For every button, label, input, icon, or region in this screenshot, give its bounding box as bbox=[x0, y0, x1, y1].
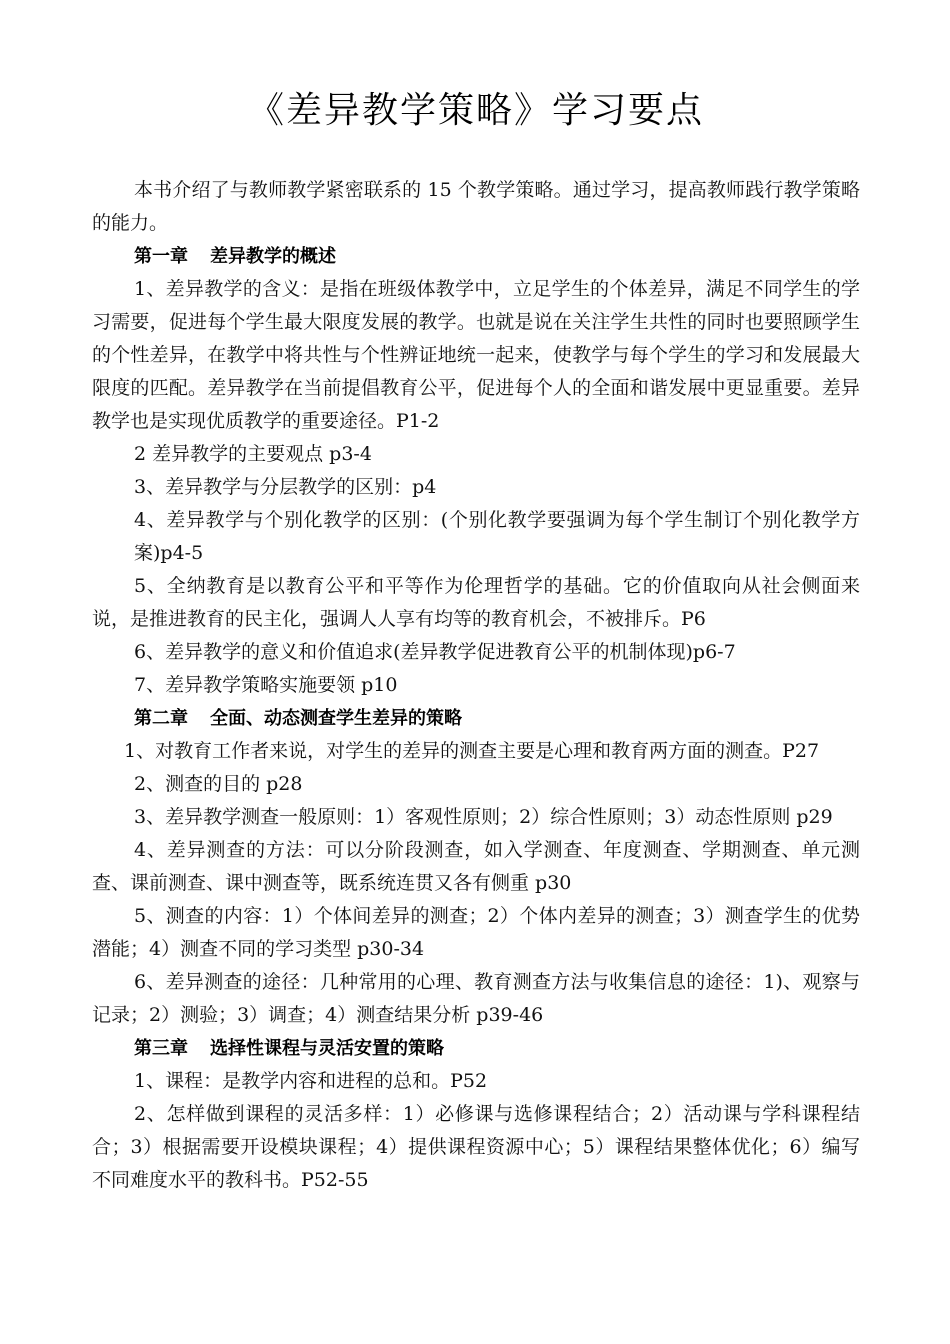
chapter-2-item: 4、差异测查的方法：可以分阶段测查，如入学测查、年度测查、学期测查、单元测查、课前测查、课中测查等，既系统连贯又各有侧重 p30 bbox=[92, 839, 860, 894]
chapter-1-item: 7、差异教学策略实施要领 p10 bbox=[134, 674, 398, 696]
chapter-2-item: 3、差异教学测查一般原则：1）客观性原则；2）综合性原则；3）动态性原则 p29 bbox=[134, 806, 833, 828]
chapter-1-item: 3、差异教学与分层教学的区别：p4 bbox=[134, 476, 437, 498]
chapter-3-label: 第三章 bbox=[134, 1038, 188, 1059]
chapter-1-heading bbox=[92, 240, 860, 273]
chapter-1-name: 差异教学的概述 bbox=[210, 246, 336, 267]
document-body bbox=[92, 174, 860, 1197]
chapter-2-item: 6、差异测查的途径：几种常用的心理、教育测查方法与收集信息的途径：1)、观察与记录；2）测验；3）调查；4）测查结果分析 p39-46 bbox=[92, 971, 860, 1026]
document-page bbox=[92, 0, 860, 1197]
chapter-3-item: 2、怎样做到课程的灵活多样：1）必修课与选修课程结合；2）活动课与学科课程结合；3）根据需要开设模块课程；4）提供课程资源中心；5）课程结果整体优化；6）编写不同难度水平的教科书。P52-55 bbox=[92, 1103, 860, 1191]
chapter-2-heading bbox=[92, 702, 860, 735]
chapter-3-heading bbox=[92, 1032, 860, 1065]
chapter-2-item: 5、测查的内容：1）个体间差异的测查；2）个体内差异的测查；3）测查学生的优势潜能；4）测查不同的学习类型 p30-34 bbox=[92, 905, 860, 960]
chapter-1-item: 5、全纳教育是以教育公平和平等作为伦理哲学的基础。它的价值取向从社会侧面来说，是推进教育的民主化，强调人人享有均等的教育机会，不被排斥。P6 bbox=[92, 575, 860, 630]
chapter-3-item: 1、课程：是教学内容和进程的总和。P52 bbox=[134, 1070, 488, 1092]
chapter-1-item: 2 差异教学的主要观点 p3-4 bbox=[134, 443, 372, 465]
chapter-1-item: 1、差异教学的含义：是指在班级体教学中，立足学生的个体差异，满足不同学生的学习需要，促进每个学生最大限度发展的教学。也就是说在关注学生共性的同时也要照顾学生的个性差异，在教学中将共性与个性辨证地统一起来，使教学与每个学生的学习和发展最大限度的匹配。差异教学在当前提倡教育公平，促进每个人的全面和谐发展中更显重要。差异教学也是实现优质教学的重要途径。P1-2 bbox=[92, 278, 860, 432]
chapter-1-item: 4、差异教学与个别化教学的区别：(个别化教学要强调为每个学生制订个别化教学方案)p4-5 bbox=[134, 509, 860, 564]
chapter-3-name: 选择性课程与灵活安置的策略 bbox=[210, 1038, 444, 1059]
document-title: 《差异教学策略》学习要点 bbox=[247, 90, 704, 131]
chapter-2-label: 第二章 bbox=[134, 708, 188, 729]
chapter-2-item: 2、测查的目的 p28 bbox=[134, 773, 303, 795]
chapter-2-item: 1、对教育工作者来说，对学生的差异的测查主要是心理和教育两方面的测查。P27 bbox=[124, 740, 820, 762]
chapter-1-item: 6、差异教学的意义和价值追求(差异教学促进教育公平的机制体现)p6-7 bbox=[134, 641, 736, 663]
chapter-1-label: 第一章 bbox=[134, 246, 188, 267]
chapter-2-name: 全面、动态测查学生差异的策略 bbox=[210, 708, 462, 729]
intro-paragraph: 本书介绍了与教师教学紧密联系的 15 个教学策略。通过学习，提高教师践行教学策略的能力。 bbox=[92, 179, 860, 234]
